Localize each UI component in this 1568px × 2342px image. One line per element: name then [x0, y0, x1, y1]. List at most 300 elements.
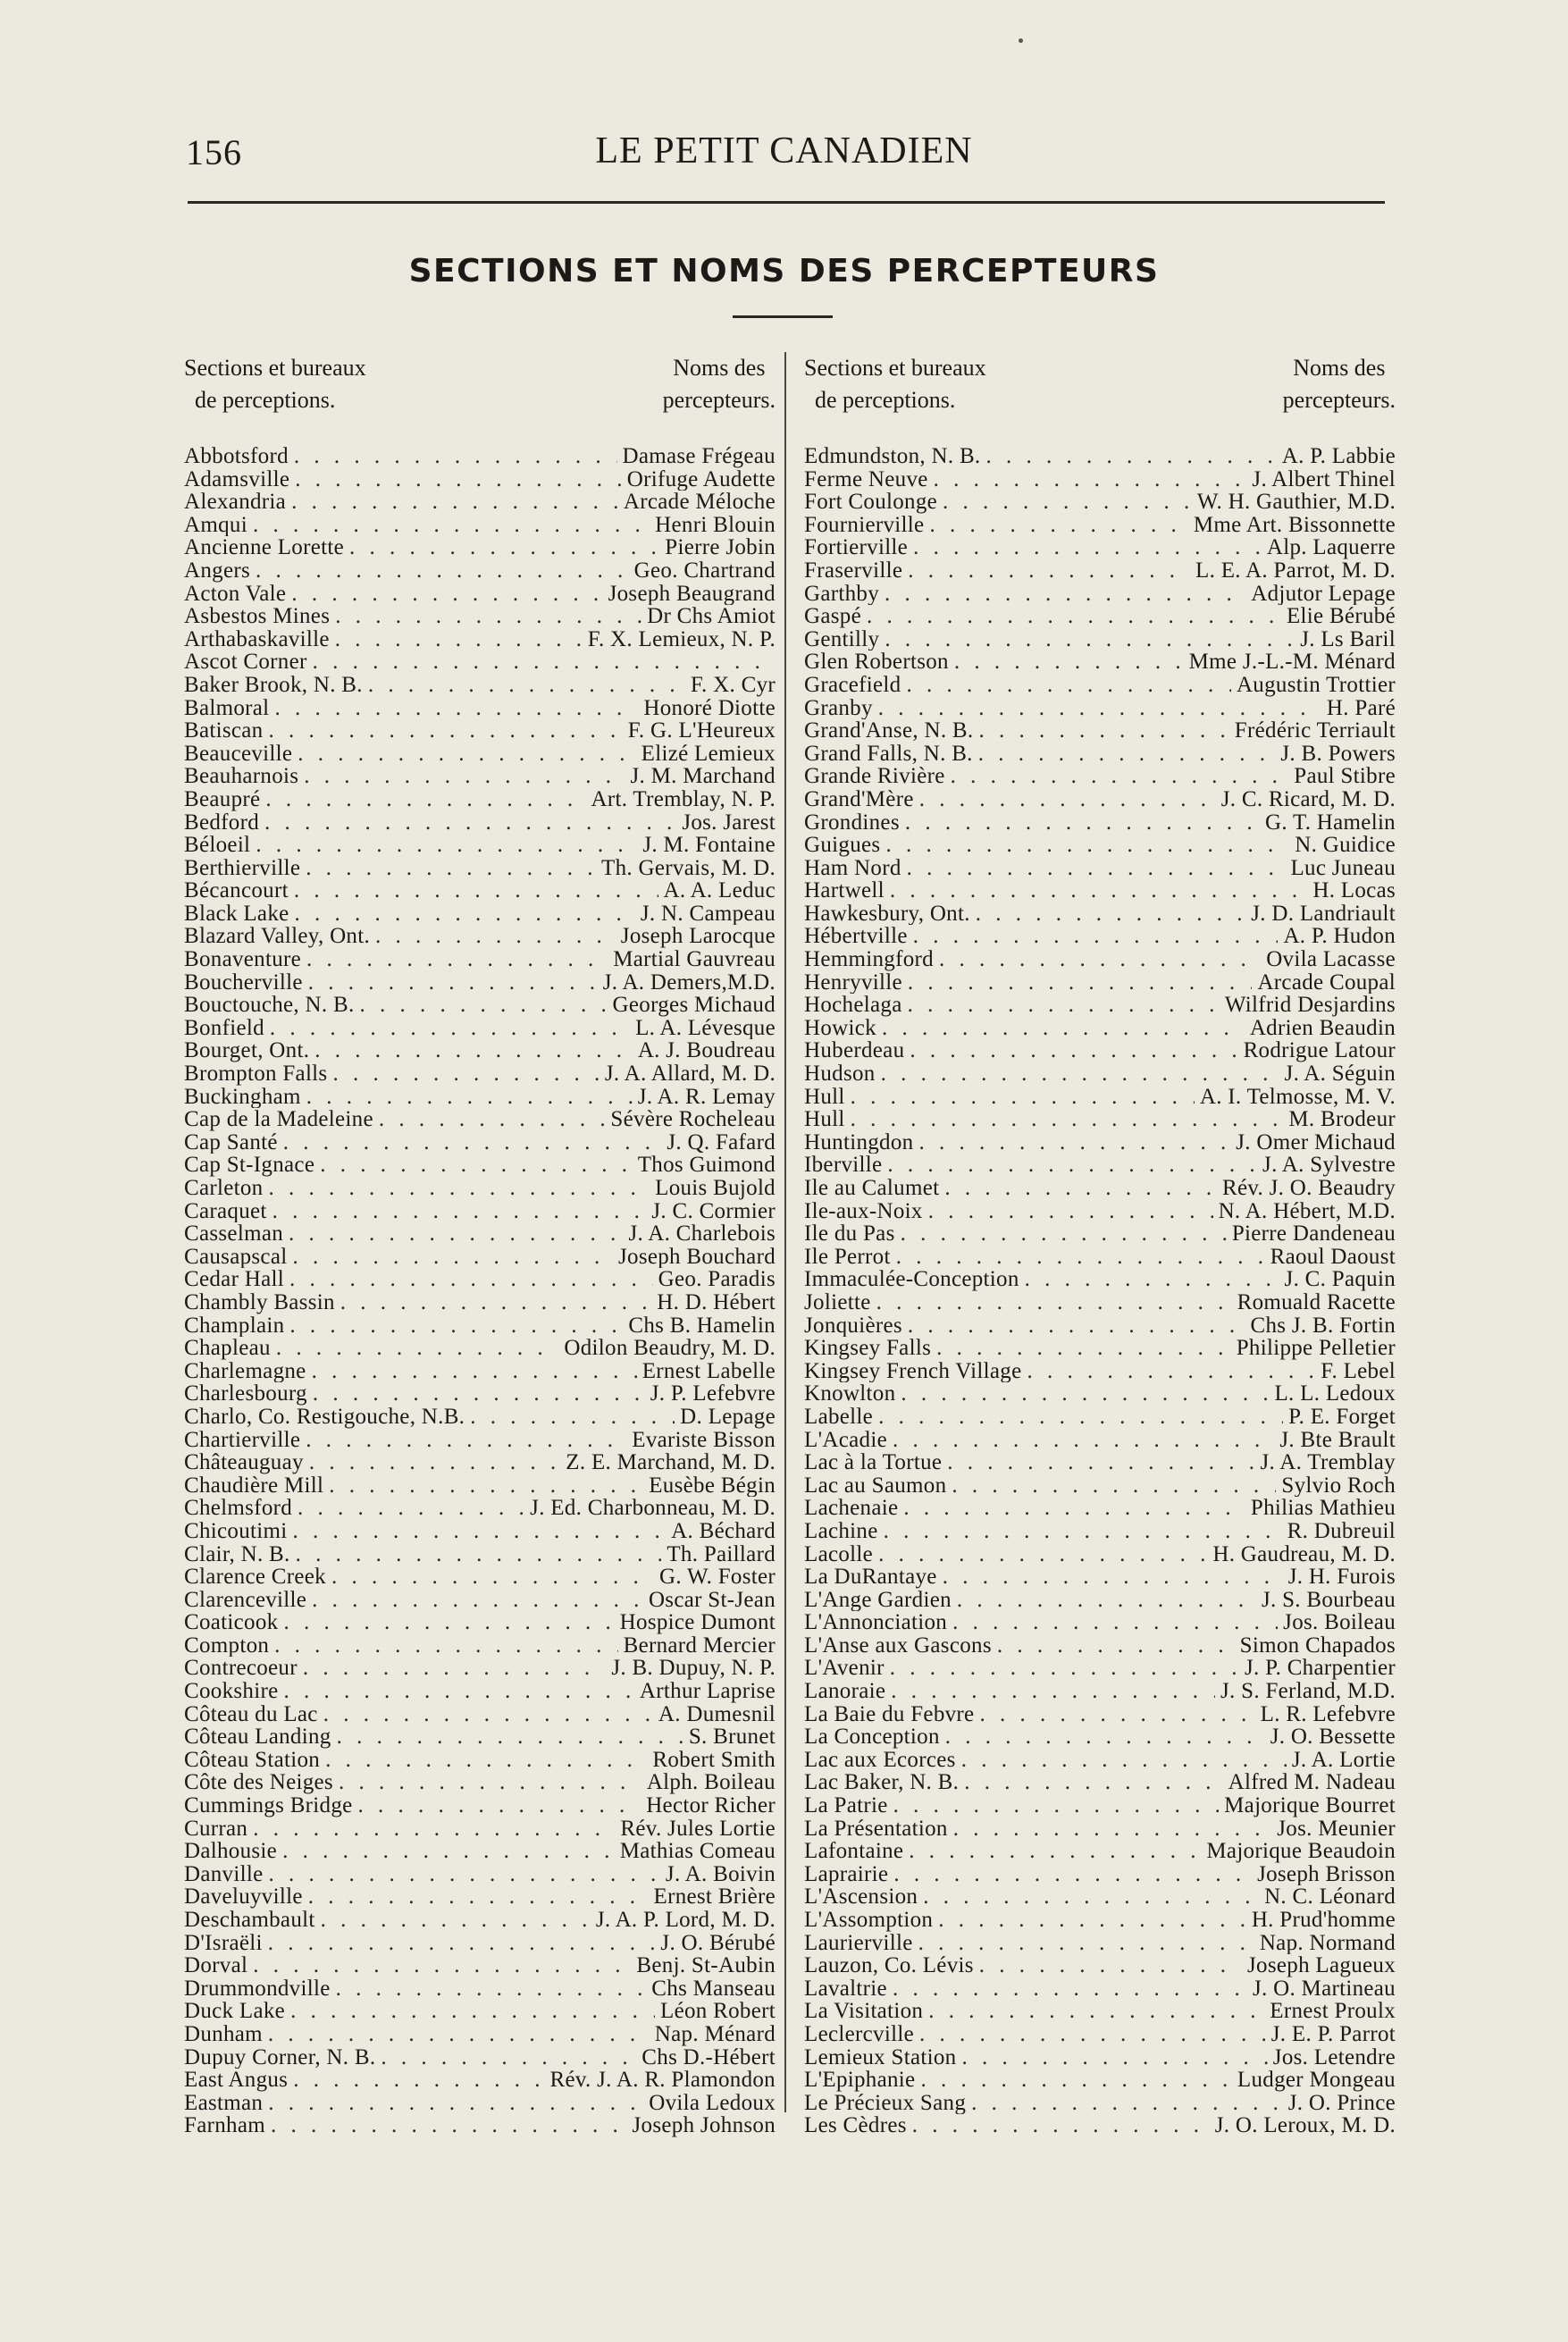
section-name: Henryville — [804, 970, 902, 995]
collector-name: Joseph Johnson — [632, 2114, 776, 2137]
dot-leader — [907, 857, 1286, 880]
collector-name: Adjutor Lepage — [1251, 582, 1396, 606]
section-name: Lanoraie — [804, 1680, 886, 1703]
list-item — [184, 605, 776, 628]
collector-name: Rév. Jules Lortie — [620, 1817, 776, 1841]
dot-leader — [335, 628, 583, 651]
list-item — [804, 1611, 1396, 1634]
section-name: Chicoutimi — [184, 1519, 288, 1543]
list-item — [184, 1200, 776, 1223]
dot-leader — [290, 2000, 655, 2023]
dot-leader — [349, 536, 659, 559]
dot-leader — [294, 445, 617, 468]
collector-name: Chs Manseau — [651, 1977, 776, 2001]
section-name: Bécancourt — [184, 879, 289, 902]
dot-leader — [905, 811, 1260, 835]
collector-name: Sylvio Roch — [1281, 1473, 1396, 1498]
dot-leader — [913, 925, 1279, 948]
collector-name: P. E. Forget — [1288, 1405, 1396, 1429]
list-item — [184, 1062, 776, 1086]
list-item — [184, 1589, 776, 1612]
section-name: Balmoral — [184, 696, 270, 720]
collector-name: J. D. Landriault — [1251, 902, 1396, 926]
list-item — [804, 765, 1396, 788]
list-item — [184, 1543, 776, 1566]
list-item — [184, 491, 776, 514]
section-name: Lacolle — [804, 1542, 874, 1566]
section-name: Clair, N. B. — [184, 1542, 290, 1566]
collector-name: Eusèbe Bégin — [649, 1473, 776, 1498]
section-name: Hull — [804, 1085, 845, 1109]
dot-leader — [470, 1406, 675, 1429]
list-item — [804, 1108, 1396, 1131]
collector-name: Rév. J. O. Beaudry — [1221, 1177, 1396, 1200]
section-name: L'Ange Gardien — [804, 1588, 952, 1612]
list-item — [804, 2092, 1396, 2115]
section-name: L'Acadie — [804, 1428, 887, 1452]
dot-leader — [293, 1520, 667, 1543]
collector-name: W. H. Gauthier, M.D. — [1196, 491, 1396, 514]
collector-name: F. Lebel — [1321, 1359, 1396, 1383]
dot-leader — [954, 651, 1184, 674]
collector-name: Arcade Coupal — [1257, 970, 1396, 995]
dot-leader — [934, 468, 1247, 491]
collector-name: Nap. Ménard — [654, 2022, 776, 2046]
dot-leader — [961, 1749, 1287, 1772]
dot-leader — [358, 1794, 641, 1817]
dot-leader — [309, 1451, 560, 1474]
collector-name: Honoré Diotte — [643, 696, 776, 720]
collector-name: H. Prud'homme — [1251, 1909, 1396, 1932]
dot-leader — [901, 1382, 1269, 1406]
collector-name: Hector Richer — [646, 1794, 776, 1817]
collector-name: Raoul Daoust — [1270, 1245, 1396, 1269]
section-name: East Angus — [184, 2069, 289, 2092]
dot-leader — [964, 1771, 1222, 1794]
title-rule — [733, 315, 833, 318]
list-item — [804, 1589, 1396, 1612]
list-item — [804, 1520, 1396, 1543]
entry-list — [804, 445, 1396, 2137]
section-name: Amqui — [184, 513, 247, 537]
collector-name: H. Locas — [1312, 879, 1396, 902]
dot-leader — [943, 1566, 1283, 1589]
section-name: Granby — [804, 696, 873, 720]
dot-leader — [896, 1246, 1265, 1269]
section-name: Lachenaie — [804, 1497, 899, 1520]
dot-leader — [882, 1017, 1245, 1040]
collector-name: Geo. Chartrand — [633, 558, 776, 583]
dot-leader — [906, 674, 1230, 697]
section-name: Ile au Calumet — [804, 1177, 940, 1200]
section-name: Kingsey Falls — [804, 1337, 932, 1360]
dot-leader — [912, 2114, 1210, 2137]
section-name: Ascot Corner — [184, 651, 307, 674]
collector-name: H. D. Hébert — [657, 1290, 776, 1314]
collector-name: Mathias Comeau — [619, 1840, 776, 1863]
dot-leader — [851, 1108, 1284, 1131]
list-item — [184, 2000, 776, 2023]
dot-leader — [976, 902, 1246, 926]
collector-name: J. Q. Fafard — [667, 1130, 776, 1154]
list-item — [184, 1406, 776, 1429]
dot-leader — [256, 559, 629, 583]
list-item — [804, 971, 1396, 995]
dot-leader — [312, 1589, 643, 1612]
list-item — [804, 559, 1396, 583]
dot-leader — [298, 1497, 524, 1520]
section-name: Gaspé — [804, 605, 861, 628]
dot-leader — [274, 1634, 617, 1658]
dot-leader — [884, 1520, 1282, 1543]
collector-name: J. A. Lortie — [1291, 1748, 1396, 1772]
dot-leader — [881, 1062, 1279, 1086]
section-name: Baker Brook, N. B. — [184, 673, 363, 697]
section-name: Chambly Bassin — [184, 1290, 335, 1314]
dot-leader — [295, 902, 635, 926]
dot-leader — [325, 1749, 647, 1772]
dot-leader — [292, 1246, 613, 1269]
list-item — [804, 2069, 1396, 2092]
list-item — [184, 857, 776, 880]
dot-leader — [887, 1154, 1257, 1177]
collector-name: S. Brunet — [688, 1725, 776, 1749]
collector-name: J. Ls Baril — [1300, 627, 1396, 651]
heading-sections — [184, 352, 366, 432]
section-name: Ile du Pas — [804, 1222, 895, 1246]
dot-leader — [320, 1154, 632, 1177]
section-name: Hemmingford — [804, 948, 934, 971]
section-name: Buckingham — [184, 1085, 301, 1109]
dot-leader — [908, 994, 1220, 1017]
list-item — [804, 2023, 1396, 2046]
collector-name: Alph. Boileau — [646, 1771, 776, 1795]
paper-speck — [1019, 38, 1023, 43]
section-name: Bourget, Ont. — [184, 1039, 310, 1063]
dot-leader — [368, 674, 685, 697]
dot-leader — [340, 1291, 651, 1314]
dot-leader — [951, 765, 1289, 788]
section-name: Danville — [184, 1862, 264, 1886]
section-name: Charlemagne — [184, 1359, 306, 1383]
list-item — [184, 1657, 776, 1680]
collector-name: Nap. Normand — [1259, 1931, 1396, 1955]
section-name: Chaudière Mill — [184, 1473, 324, 1498]
section-name: Ham Nord — [804, 856, 901, 880]
list-item — [804, 994, 1396, 1017]
list-item — [184, 674, 776, 697]
list-item — [804, 1932, 1396, 1955]
collector-name: Léon Robert — [660, 2000, 776, 2023]
section-name: Chelmsford — [184, 1497, 293, 1520]
section-title: SECTIONS ET NOMS DES PERCEPTEURS — [408, 253, 1160, 290]
dot-leader — [306, 1429, 626, 1452]
collector-name: A. I. Telmosse, M. V. — [1199, 1085, 1396, 1109]
list-item — [184, 1314, 776, 1338]
list-item — [184, 1429, 776, 1452]
list-item — [804, 1039, 1396, 1062]
collector-name: J. Bte Brault — [1279, 1428, 1396, 1452]
dot-leader — [306, 1086, 633, 1109]
list-item — [184, 1039, 776, 1062]
dot-leader — [890, 1657, 1239, 1680]
collector-name: J. A. Boivin — [665, 1862, 776, 1886]
collector-name: A. J. Boudreau — [637, 1039, 776, 1063]
collector-name: F. X. Cyr — [690, 673, 776, 697]
section-name: Béloeil — [184, 834, 251, 857]
dot-leader — [303, 1657, 606, 1680]
collector-name: Art. Tremblay, N. P. — [591, 787, 776, 811]
list-item — [184, 536, 776, 559]
collector-name: J. O. Prince — [1287, 2091, 1396, 2115]
section-name: Fraserville — [804, 558, 903, 583]
collector-name: L. L. Ledoux — [1274, 1382, 1396, 1406]
dot-leader — [291, 583, 602, 606]
list-item — [804, 468, 1396, 491]
collector-name: J. A. Tremblay — [1260, 1451, 1396, 1474]
section-name: L'Anse aux Gascons — [804, 1633, 992, 1658]
collector-name: Rév. J. A. R. Plamondon — [549, 2069, 776, 2092]
section-name: Le Précieux Sang — [804, 2091, 967, 2115]
dot-leader — [918, 1932, 1254, 1955]
collector-name: A. Béchard — [671, 1519, 776, 1543]
dot-leader — [885, 628, 1295, 651]
dot-leader — [952, 1611, 1278, 1634]
section-name: Dunham — [184, 2022, 263, 2046]
collector-name: Majorique Beaudoin — [1206, 1840, 1396, 1863]
list-item — [184, 719, 776, 743]
list-item — [184, 2092, 776, 2115]
list-item — [804, 1817, 1396, 1841]
section-name: Compton — [184, 1633, 270, 1658]
list-item — [804, 445, 1396, 468]
section-name: L'Ascension — [804, 1885, 918, 1909]
list-item — [184, 1954, 776, 1977]
dot-leader — [264, 811, 676, 835]
section-name: Beaupré — [184, 787, 261, 811]
section-name: Côteau Landing — [184, 1725, 331, 1749]
list-item — [184, 788, 776, 811]
collector-name: Orifuge Audette — [626, 467, 776, 491]
heading-sections-line-1: Sections et bureaux — [184, 355, 366, 381]
collector-name: Robert Smith — [652, 1748, 776, 1772]
heading-sections-line-2: de perceptions. — [195, 387, 336, 413]
dot-leader — [919, 2023, 1266, 2046]
collector-name: Th. Gervais, M. D. — [601, 856, 776, 880]
list-item — [804, 1177, 1396, 1200]
column-heading — [804, 352, 1396, 432]
section-name: Fournierville — [804, 513, 925, 537]
list-item — [804, 1634, 1396, 1658]
dot-leader — [893, 1429, 1274, 1452]
collector-name: Arthur Laprise — [639, 1680, 776, 1703]
dot-leader — [253, 1817, 615, 1841]
dot-leader — [332, 1062, 599, 1086]
list-item — [184, 925, 776, 948]
collector-name: F. X. Lemieux, N. P. — [587, 627, 776, 651]
collector-name: Majorique Bourret — [1224, 1794, 1396, 1817]
list-item — [804, 1017, 1396, 1040]
dot-leader — [908, 971, 1253, 995]
dot-leader — [878, 697, 1321, 720]
collector-name: Elie Bérubé — [1286, 605, 1396, 628]
section-name: Laprairie — [804, 1862, 889, 1886]
dot-leader — [920, 2069, 1231, 2092]
collector-name: M. Brodeur — [1288, 1108, 1396, 1131]
dot-leader — [893, 1794, 1220, 1817]
dot-leader — [339, 1771, 641, 1794]
dot-leader — [276, 1337, 559, 1360]
list-item — [184, 651, 776, 674]
section-name: Côteau du Lac — [184, 1702, 318, 1726]
section-name: Daveluyville — [184, 1885, 303, 1909]
dot-leader — [331, 1566, 654, 1589]
collector-name: J. O. Martineau — [1252, 1977, 1396, 2001]
section-name: Fort Coulonge — [804, 491, 938, 514]
list-item — [184, 1268, 776, 1291]
dot-leader — [296, 1543, 662, 1566]
list-item — [804, 1657, 1396, 1680]
dot-leader — [971, 2092, 1283, 2115]
list-item — [184, 445, 776, 468]
dot-leader — [360, 994, 608, 1017]
list-item — [184, 948, 776, 971]
collector-name: Augustin Trottier — [1236, 673, 1396, 697]
dot-leader — [952, 1474, 1276, 1498]
section-name: Labelle — [804, 1405, 874, 1429]
section-name: Lac aux Ecorces — [804, 1748, 956, 1772]
collector-name: J. C. Ricard, M. D. — [1220, 787, 1396, 811]
heading-collectors-line-1: Noms des — [673, 355, 766, 381]
list-item — [184, 1177, 776, 1200]
dot-leader — [979, 1954, 1242, 1977]
list-item — [184, 879, 776, 902]
dot-leader — [323, 1703, 653, 1726]
section-name: Huberdeau — [804, 1039, 905, 1063]
dot-leader — [306, 948, 608, 971]
dot-leader — [298, 743, 635, 766]
dot-leader — [923, 1885, 1259, 1909]
list-item — [804, 1200, 1396, 1223]
collector-name: Sévère Rocheleau — [610, 1108, 776, 1131]
list-item — [804, 1474, 1396, 1498]
list-item — [804, 1909, 1396, 1932]
collector-name: Jos. Boileau — [1283, 1611, 1396, 1634]
list-item — [804, 1703, 1396, 1726]
dot-leader — [890, 879, 1307, 902]
section-name: Laurierville — [804, 1931, 913, 1955]
collector-name: Pierre Jobin — [665, 536, 776, 559]
collector-name: J. M. Marchand — [630, 765, 776, 788]
list-item — [184, 514, 776, 537]
list-item — [804, 1360, 1396, 1383]
collector-name: Ernest Labelle — [641, 1359, 776, 1383]
list-item — [184, 2069, 776, 2092]
dot-leader — [268, 1177, 650, 1200]
dot-leader — [308, 971, 598, 995]
dot-leader — [293, 2069, 544, 2092]
collector-name: Ovila Ledoux — [649, 2091, 776, 2115]
section-name: Hawkesbury, Ont. — [804, 902, 970, 926]
list-item — [804, 1314, 1396, 1338]
list-item — [804, 628, 1396, 651]
section-name: La Patrie — [804, 1794, 888, 1817]
collector-name: Odilon Beaudry, M. D. — [564, 1337, 776, 1360]
section-name: Ancienne Lorette — [184, 536, 345, 559]
section-name: Ferme Neuve — [804, 467, 928, 491]
collector-name: Ernest Brière — [653, 1885, 776, 1909]
collector-name: G. T. Hamelin — [1264, 810, 1396, 835]
collector-name: A. P. Labbie — [1281, 445, 1396, 468]
collector-name: Chs B. Hamelin — [628, 1314, 776, 1338]
collector-name: Ernest Proulx — [1270, 2000, 1396, 2023]
list-item — [804, 583, 1396, 606]
list-item — [804, 1749, 1396, 1772]
list-item — [804, 1954, 1396, 1977]
section-name: Guigues — [804, 834, 881, 857]
dot-leader — [313, 651, 770, 674]
section-name: Dorval — [184, 1954, 248, 1977]
list-item — [184, 559, 776, 583]
section-name: Drummondville — [184, 1977, 331, 2001]
list-item — [804, 857, 1396, 880]
section-name: Hébertville — [804, 925, 908, 949]
collector-name: J. B. Powers — [1280, 742, 1396, 766]
list-item — [184, 697, 776, 720]
section-name: Beauceville — [184, 742, 293, 766]
dot-leader — [268, 2092, 643, 2115]
collector-name: J. O. Bérubé — [660, 1931, 776, 1955]
list-item — [184, 994, 776, 1017]
dot-leader — [253, 514, 650, 537]
section-name: Garthby — [804, 582, 880, 606]
collector-name: H. Gaudreau, M. D. — [1212, 1542, 1396, 1566]
collector-name: N. Guidice — [1295, 834, 1396, 857]
list-item — [804, 1771, 1396, 1794]
collector-name: Bernard Mercier — [623, 1633, 776, 1658]
dot-leader — [908, 559, 1190, 583]
collector-name: A. Dumesnil — [658, 1702, 776, 1726]
section-name: Grand'Anse, N. B. — [804, 719, 974, 743]
dot-leader — [901, 1222, 1227, 1246]
collector-name: Romuald Racette — [1237, 1290, 1396, 1314]
dot-leader — [891, 1680, 1215, 1703]
section-name: Cap Santé — [184, 1130, 278, 1154]
section-name: Lac à la Tortue — [804, 1451, 943, 1474]
dot-leader — [313, 1382, 645, 1406]
section-name: Lemieux Station — [804, 2045, 957, 2069]
list-item — [804, 834, 1396, 857]
section-name: Acton Vale — [184, 582, 287, 606]
collector-name: N. A. Hébert, M.D. — [1218, 1199, 1396, 1223]
section-name: Chartierville — [184, 1428, 301, 1452]
list-item — [804, 879, 1396, 902]
dot-leader — [878, 1543, 1207, 1566]
list-item — [184, 1909, 776, 1932]
section-name: Farnham — [184, 2114, 265, 2137]
list-item — [184, 1863, 776, 1886]
section-name: Abbotsford — [184, 445, 289, 468]
section-name: Leclercville — [804, 2022, 914, 2046]
list-item — [804, 1429, 1396, 1452]
list-item — [184, 1932, 776, 1955]
dot-leader — [335, 605, 641, 628]
collector-name: J. A. Séguin — [1284, 1062, 1396, 1086]
collector-name: Luc Juneau — [1290, 856, 1396, 880]
heading-collectors-line-2: percepteurs. — [662, 387, 776, 413]
section-name: La Conception — [804, 1725, 940, 1749]
collector-name: Martial Gauvreau — [613, 948, 776, 971]
